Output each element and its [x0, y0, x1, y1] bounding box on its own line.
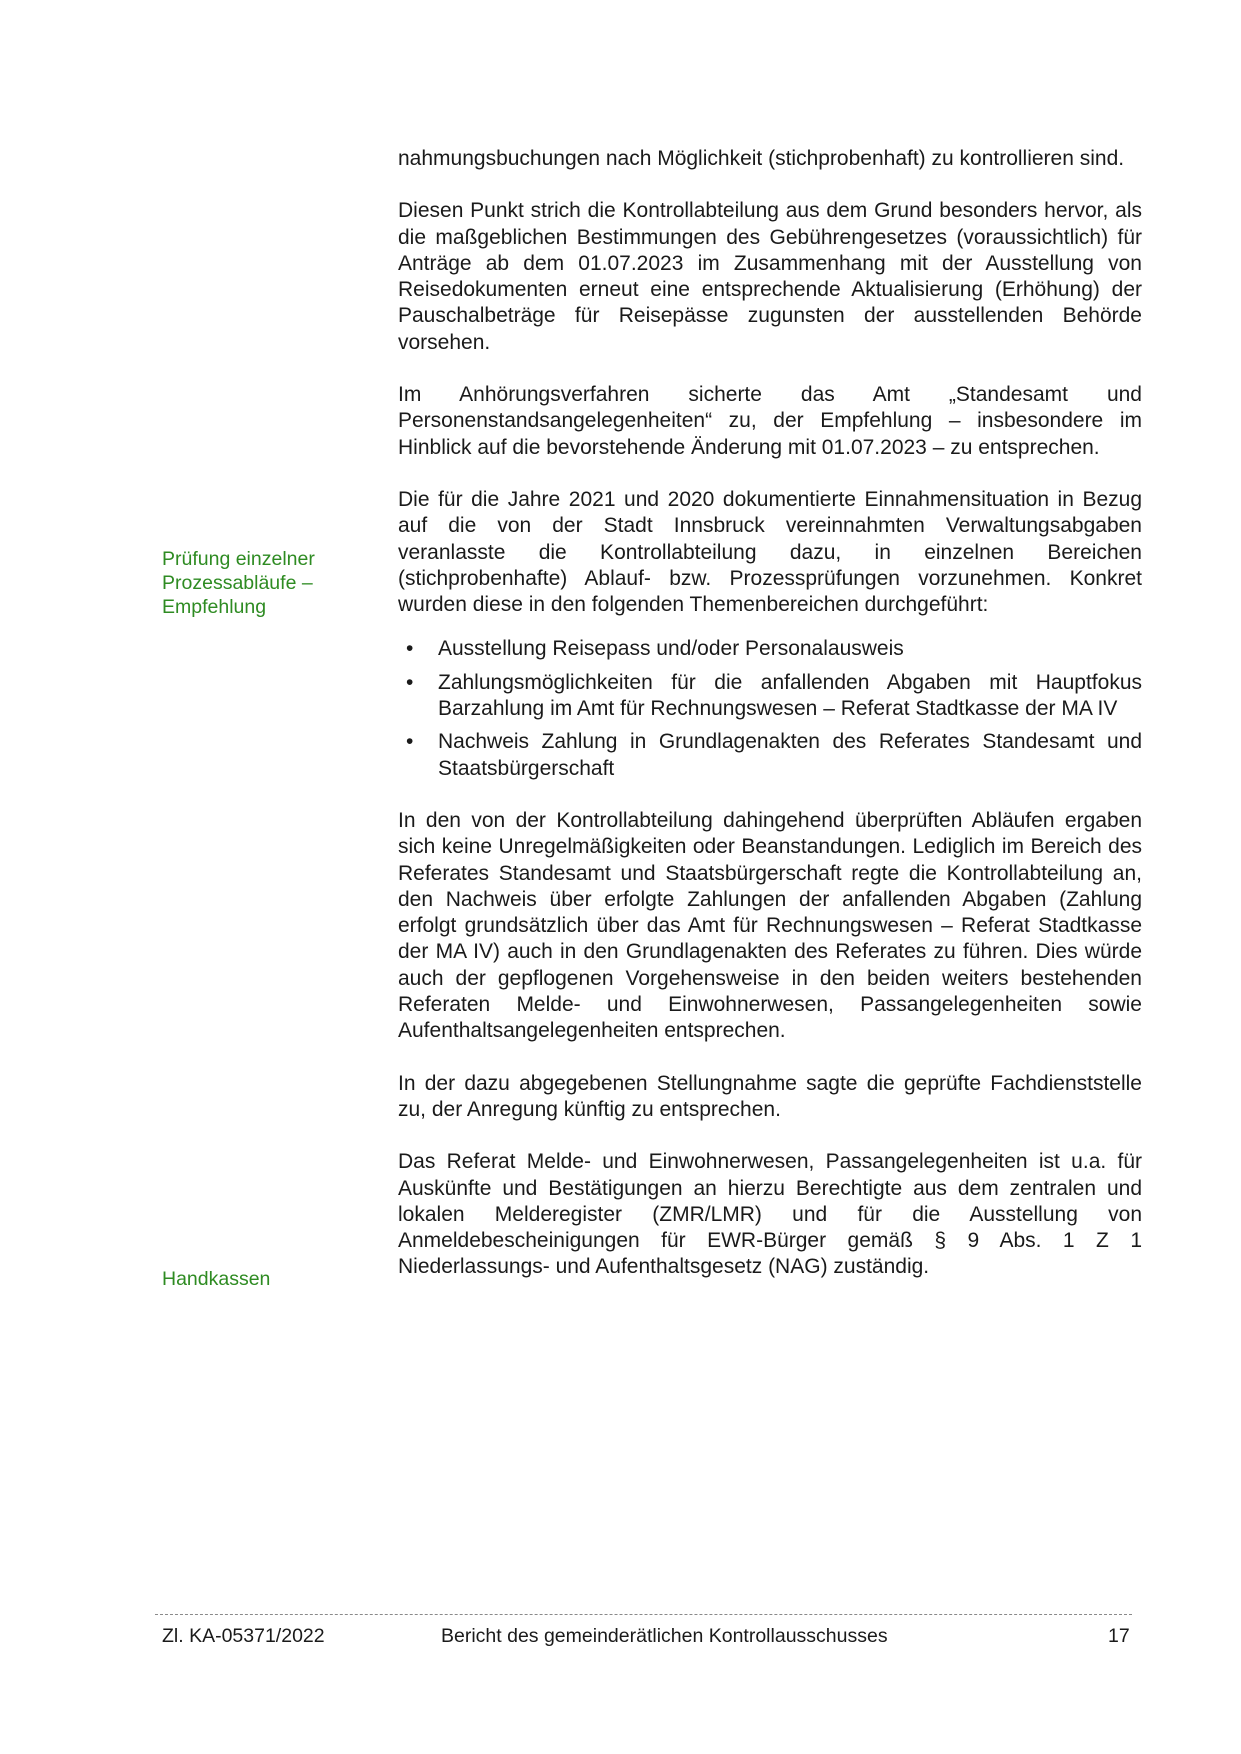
paragraph-einnahmensituation: Die für die Jahre 2021 und 2020 dokumentierte Einnahmensituation in Bezug auf die von der Stadt Innsbruck vereinnahmten Verwaltungsabgaben veranlasste die Kontrollabteilung dazu, in einzelnen Bereichen (stichprobenhafte) Ablauf- bzw. Prozessprüfungen vorzunehmen. Konkret wurden diese in den folgenden Themenbereichen durchgeführt:	[398, 487, 1142, 617]
margin-note-handkassen: Handkassen	[162, 1268, 271, 1290]
paragraph-handkassen: Das Referat Melde- und Einwohnerwesen, Passangelegenheiten ist u.a. für Auskünfte und Bestätigungen an hierzu Berechtigte aus dem zentralen und lokalen Melderegister (ZMR/LMR) und für die Ausstellung von Anmeldebescheinigungen für EWR-Bürger gemäß § 9 Abs. 1 Z 1 Niederlassungs- und Aufenthaltsgesetz (NAG) zuständig.	[398, 1150, 1142, 1279]
list-item	[398, 729, 1142, 782]
margin-note-pruefung: Prüfung einzelner Prozessabläufe – Empfehlung	[162, 548, 315, 618]
bullet-marker: •	[406, 637, 414, 661]
paragraph-continuation: nahmungsbuchungen nach Möglichkeit (stichprobenhaft) zu kontrollieren sind.	[398, 147, 1125, 170]
list-item	[398, 670, 1142, 723]
list-item-text: Zahlungsmöglichkeiten für die anfallenden Abgaben mit Hauptfokus Barzahlung im Amt für Rechnungswesen – Referat Stadtkasse der MA IV	[438, 670, 1142, 721]
bullet-marker: •	[406, 730, 414, 754]
footer-divider	[155, 1614, 1132, 1615]
paragraph-ablaeufe: In den von der Kontrollabteilung dahingehend überprüften Abläufen ergaben sich keine Unregelmäßigkeiten oder Beanstandungen. Lediglich im Bereich des Referates Standesamt und Staatsbürgerschaft regte die Kontrollabteilung an, den Nachweis über erfolgte Zahlungen der anfallenden Abgaben (Zahlung erfolgt grundsätzlich über das Amt für Rechnungswesen – Referat Stadtkasse der MA IV) auch in den Grundlagenakten des Referates zu führen. Dies würde auch der gepflogenen Vorgehensweise in den beiden weiters bestehenden Referaten Melde- und Einwohnerwesen, Passangelegenheiten sowie Aufenthaltsangelegenheiten entsprechen.	[398, 808, 1142, 1043]
bullet-list	[398, 636, 1142, 781]
page-number: 17	[1108, 1625, 1130, 1647]
list-item	[398, 636, 1142, 662]
main-text-column	[398, 146, 1142, 1307]
list-item-text: Ausstellung Reisepass und/oder Personalausweis	[438, 637, 904, 661]
paragraph-anhoerungsverfahren: Im Anhörungsverfahren sicherte das Amt „Standesamt und Personenstandsangelegenheiten“ zu, der Empfehlung – insbesondere im Hinblick auf die bevorstehende Änderung mit 01.07.2023 – zu entsprechen.	[398, 383, 1142, 459]
footer-reference: Zl. KA-05371/2022	[162, 1625, 325, 1647]
list-item-text: Nachweis Zahlung in Grundlagenakten des Referates Standesamt und Staatsbürgerschaft	[438, 730, 1142, 780]
paragraph-stellungnahme: In der dazu abgegebenen Stellungnahme sagte die geprüfte Fachdienststelle zu, der Anregung künftig zu entsprechen.	[398, 1071, 1142, 1121]
footer-title: Bericht des gemeinderätlichen Kontrollausschusses	[441, 1625, 888, 1647]
paragraph-gebuehrengesetz: Diesen Punkt strich die Kontrollabteilung aus dem Grund besonders hervor, als die maßgeblichen Bestimmungen des Gebührengesetzes (voraussichtlich) für Anträge ab dem 01.07.2023 im Zusammenhang mit der Ausstellung von Reisedokumenten erneut eine entsprechende Aktualisierung (Erhöhung) der Pauschalbeträge für Reisepässe zugunsten der ausstellenden Behörde vorsehen.	[398, 199, 1142, 354]
bullet-marker: •	[406, 670, 414, 694]
